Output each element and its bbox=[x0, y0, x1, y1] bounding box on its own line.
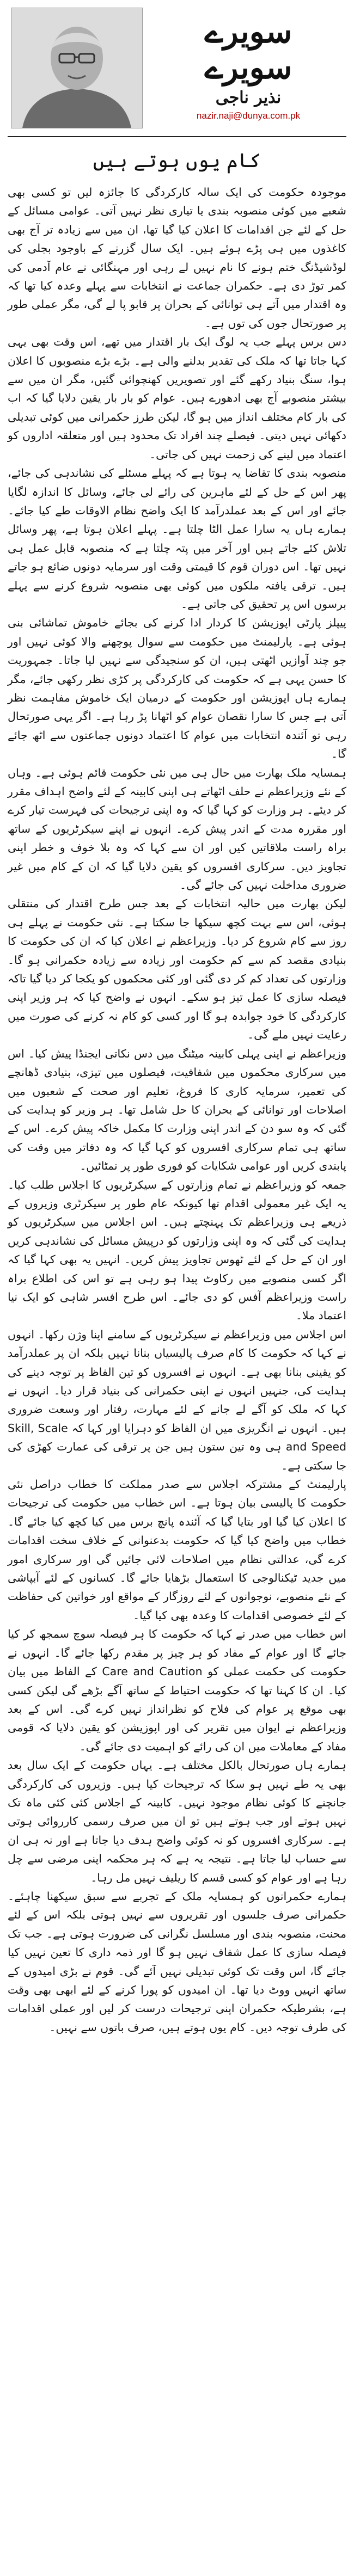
author-email[interactable]: nazir.naji@dunya.com.pk bbox=[196, 110, 301, 121]
article-paragraph: دس برس پہلے جب یہ لوگ ایک بار اقتدار میں تھے، اس وقت بھی یہی کہا جاتا تھا کہ ملک کی تقدیر بدلنے والی ہے۔ بڑے بڑے منصوبوں کا اعلان ہوا، سنگ بنیاد رکھے گئے اور تصویریں کھنچوائی گئیں، مگر ان میں سے بیشتر منصوبے آج بھی ادھورے ہیں۔ عوام کو بار بار یقین دلایا گیا کہ اب کی بار کام مختلف انداز میں ہو گا، لیکن طرز حکمرانی میں کوئی تبدیلی دکھائی نہیں دیتی۔ فیصلے چند افراد تک محدود ہیں اور متعلقہ اداروں کو اعتماد میں لینے کی زحمت نہیں کی جاتی۔ bbox=[8, 335, 346, 461]
author-portrait-image bbox=[11, 8, 142, 128]
column-name-second: سویرے bbox=[204, 49, 292, 86]
article-paragraph: منصوبہ بندی کا تقاضا یہ ہوتا ہے کہ پہلے مسئلے کی نشاندہی کی جائے، پھر اس کے حل کے لئے ماہرین کی رائے لی جائے، وسائل کا اندازہ لگایا جائے اور اس کے بعد عملدرآمد کا ایک واضح نظام الاوقات طے کیا جائے۔ ہمارے ہاں یہ سارا عمل الٹا چلتا ہے۔ پہلے اعلان ہوتا ہے، پھر وسائل تلاش کئے جاتے ہیں اور آخر میں پتہ چلتا ہے کہ منصوبہ قابل عمل ہی نہیں تھا۔ اس دوران قوم کا قیمتی وقت اور سرمایہ دونوں ضائع ہو جاتے ہیں۔ ترقی یافتہ ملکوں میں کوئی بھی منصوبہ شروع کرنے سے پہلے برسوں اس پر تحقیق کی جاتی ہے۔ bbox=[8, 466, 346, 611]
article-paragraph: ہمارے ہاں صورتحال بالکل مختلف ہے۔ یہاں حکومت کے ایک سال بعد بھی یہ طے نہیں ہو سکا کہ ترجیحات کیا ہیں۔ وزیروں کی کارکردگی جانچنے کا کوئی نظام موجود نہیں۔ کابینہ کے اجلاس کئی کئی ماہ تک نہیں ہوتے اور جب ہوتے ہیں تو ان میں صرف رسمی کارروائی ہوتی ہے۔ سرکاری افسروں کو نہ کوئی واضح ہدف دیا جاتا ہے اور نہ ہی ان سے حساب لیا جاتا ہے۔ نتیجہ یہ ہے کہ ہر محکمہ اپنی مرضی سے چل رہا ہے اور عوام کو کسی قسم کا ریلیف نہیں مل رہا۔ bbox=[8, 1759, 346, 1884]
article-body bbox=[8, 183, 346, 2037]
author-photo bbox=[11, 8, 143, 128]
article-paragraph: ہمارے حکمرانوں کو ہمسایہ ملک کے تجربے سے سبق سیکھنا چاہئے۔ حکمرانی صرف جلسوں اور تقریروں سے نہیں ہوتی بلکہ اس کے لئے محنت، منصوبہ بندی اور مسلسل نگرانی کی ضرورت ہوتی ہے۔ جب تک فیصلہ سازی کا عمل شفاف نہیں ہو گا اور ذمہ داری کا تعین نہیں کیا جائے گا، اس وقت تک کوئی تبدیلی نہیں آئے گی۔ قوم نے بڑی امیدوں کے ساتھ انہیں ووٹ دیا تھا۔ ان امیدوں کو پورا کرنے کے لئے ابھی بھی وقت ہے، بشرطیکہ حکمران اپنی ترجیحات درست کر لیں اور عملی اقدامات کی طرف توجہ دیں۔ کام یوں ہوتے ہیں، صرف باتوں سے نہیں۔ bbox=[8, 1889, 346, 2034]
article-paragraph: پارلیمنٹ کے مشترکہ اجلاس سے صدر مملکت کا خطاب دراصل نئی حکومت کا پالیسی بیان ہوتا ہے۔ اس خطاب میں حکومت کی ترجیحات کا اعلان کیا گیا اور بتایا گیا کہ آئندہ پانچ برس میں کیا کچھ کیا جائے گا۔ خطاب میں واضح کیا گیا کہ حکومت بدعنوانی کے خلاف سخت اقدامات کرے گی، عدالتی نظام میں اصلاحات لائی جائیں گی اور سرکاری امور میں جدید ٹیکنالوجی کا استعمال بڑھایا جائے گا۔ کسانوں کے لئے آبپاشی کے نئے منصوبے، نوجوانوں کے لئے روزگار کے مواقع اور خواتین کی حفاظت کے لئے خصوصی اقدامات کا وعدہ بھی کیا گیا۔ bbox=[8, 1478, 346, 1622]
column-name: سویرے bbox=[204, 13, 292, 50]
author-name: نذیر ناجی bbox=[215, 88, 282, 107]
article-paragraph: اس اجلاس میں وزیراعظم نے سیکرٹریوں کے سامنے اپنا وژن رکھا۔ انہوں نے کہا کہ حکومت کا کام صرف پالیسیاں بنانا نہیں بلکہ ان پر عملدرآمد کو یقینی بنانا بھی ہے۔ انہوں نے افسروں کو تین الفاظ پر توجہ دینے کی ہدایت کی، جنہیں انہوں نے اپنی حکمرانی کی بنیاد قرار دیا۔ انہوں نے کہا کہ ملک کو آگے لے جانے کے لئے مہارت، رفتار اور وسعت ضروری ہیں۔ انہوں نے انگریزی میں ان الفاظ کو دہرایا اور کہا کہ Skill, Scale and Speed ہی وہ تین ستون ہیں جن پر ترقی کی عمارت کھڑی کی جا سکتی ہے۔ bbox=[8, 1327, 346, 1472]
article-paragraph: اس خطاب میں صدر نے کہا کہ حکومت کا ہر فیصلہ سوچ سمجھ کر کیا جائے گا اور عوام کے مفاد کو ہر چیز پر مقدم رکھا جائے گا۔ انہوں نے حکومت کی حکمت عملی کو Care and Caution کے الفاظ میں بیان کیا۔ ان کا کہنا تھا کہ حکومت احتیاط کے ساتھ آگے بڑھے گی لیکن کسی بھی موقع پر عوام کی فلاح کو نظرانداز نہیں کرے گی۔ اس کے بعد وزیراعظم نے ایوان میں تقریر کی اور اپوزیشن کو یقین دلایا کہ قومی مفاد کے معاملات میں ان کی رائے کو اہمیت دی جائے گی۔ bbox=[8, 1627, 346, 1753]
article-paragraph: ہمسایہ ملک بھارت میں حال ہی میں نئی حکومت قائم ہوئی ہے۔ وہاں کے نئے وزیراعظم نے حلف اٹھاتے ہی اپنی کابینہ کے لئے واضح اہداف مقرر کر دیئے۔ ہر وزارت کو کہا گیا کہ وہ اپنی ترجیحات کی فہرست تیار کرے اور مقررہ مدت کے اندر پیش کرے۔ انہوں نے اپنے سیکرٹریوں کے ساتھ براہ راست ملاقاتیں کیں اور ان سے کہا کہ وہ بلا خوف و خطر اپنی تجاویز دیں۔ سرکاری افسروں کو یقین دلایا گیا کہ ان کے کام میں غیر ضروری مداخلت نہیں کی جائے گی۔ bbox=[8, 766, 346, 892]
article-paragraph: وزیراعظم نے اپنی پہلی کابینہ میٹنگ میں دس نکاتی ایجنڈا پیش کیا۔ اس میں سرکاری محکموں میں شفافیت، فیصلوں میں تیزی، بنیادی ڈھانچے کی تعمیر، سرمایہ کاری کا فروغ، تعلیم اور صحت کے شعبوں میں اصلاحات اور توانائی کے بحران کا حل شامل تھا۔ ہر وزیر کو ہدایت کی گئی کہ وہ سو دن کے اندر اپنی وزارت کا مکمل خاکہ پیش کرے۔ اس کے ساتھ ہی تمام سرکاری افسروں کو کہا گیا کہ وہ دفاتر میں وقت کی پابندی کریں اور عوامی شکایات کو فوری طور پر نمٹائیں۔ bbox=[8, 1047, 346, 1173]
article-paragraph: موجودہ حکومت کی ایک سالہ کارکردگی کا جائزہ لیں تو کسی بھی شعبے میں کوئی منصوبہ بندی یا تیاری نظر نہیں آتی۔ عوامی مسائل کے حل کے لئے جن اقدامات کا اعلان کیا گیا تھا، ان میں سے زیادہ تر آج بھی کاغذوں میں ہی پڑے ہوئے ہیں۔ ایک سال گزرنے کے باوجود بجلی کی لوڈشیڈنگ ختم ہونے کا نام نہیں لے رہی اور مہنگائی نے عام آدمی کی کمر توڑ دی ہے۔ حکمران جماعت نے انتخابات سے پہلے وعدہ کیا تھا کہ وہ اقتدار میں آتے ہی توانائی کے بحران پر قابو پا لے گی، مگر عملی طور پر صورتحال جوں کی توں ہے۔ bbox=[8, 186, 346, 330]
article-headline: کام یوں ہوتے ہیں bbox=[93, 150, 261, 172]
column-title-box bbox=[150, 8, 346, 133]
article-paragraph: پیپلز پارٹی اپوزیشن کا کردار ادا کرنے کی بجائے خاموش تماشائی بنی ہوئی ہے۔ پارلیمنٹ میں حکومت سے سوال پوچھنے والا کوئی نہیں اور جو چند آوازیں اٹھتی ہیں، ان کو سنجیدگی سے نہیں لیا جاتا۔ جمہوریت کا حسن یہی ہے کہ حکومت کی کارکردگی پر کڑی نظر رکھی جائے، مگر ہمارے ہاں اپوزیشن اور حکومت کے درمیان ایک خاموش مفاہمت نظر آتی ہے جس کا سارا نقصان عوام کو اٹھانا پڑ رہا ہے۔ اگر یہی صورتحال رہی تو آئندہ انتخابات میں عوام کا اعتماد دونوں جماعتوں سے اٹھ جائے گا۔ bbox=[8, 616, 346, 761]
column-masthead bbox=[8, 0, 346, 137]
article-paragraph: لیکن بھارت میں حالیہ انتخابات کے بعد جس طرح اقتدار کی منتقلی ہوئی، اس سے بہت کچھ سیکھا جا سکتا ہے۔ نئی حکومت نے پہلے ہی روز سے کام شروع کر دیا۔ وزیراعظم نے اعلان کیا کہ ان کی حکومت کا بنیادی مقصد کم سے کم حکومت اور زیادہ سے زیادہ حکمرانی ہو گا۔ وزارتوں کی تعداد کم کر دی گئی اور کئی محکموں کو یکجا کر دیا گیا تاکہ فیصلہ سازی کا عمل تیز ہو سکے۔ انہوں نے واضح کیا کہ ہر وزیر اپنی کارکردگی کا خود جوابدہ ہو گا اور کسی کو کام نہ کرنے کی صورت میں رعایت نہیں ملے گی۔ bbox=[8, 897, 346, 1042]
article-paragraph: جمعہ کو وزیراعظم نے تمام وزارتوں کے سیکرٹریوں کا اجلاس طلب کیا۔ یہ ایک غیر معمولی اقدام تھا کیونکہ عام طور پر سیکرٹری وزیروں کے ذریعے ہی وزیراعظم تک پہنچتے ہیں۔ اس اجلاس میں سیکرٹریوں کو ہدایت کی گئی کہ وہ اپنی وزارتوں کو درپیش مسائل کی نشاندہی کریں اور ان کے حل کے لئے ٹھوس تجاویز پیش کریں۔ انہیں یہ بھی کہا گیا کہ اگر کسی منصوبے میں رکاوٹ پیدا ہو رہی ہے تو اس کی اطلاع براہ راست وزیراعظم آفس کو دی جائے۔ اس طرح افسر شاہی کو ایک نیا اعتماد ملا۔ bbox=[8, 1178, 346, 1323]
